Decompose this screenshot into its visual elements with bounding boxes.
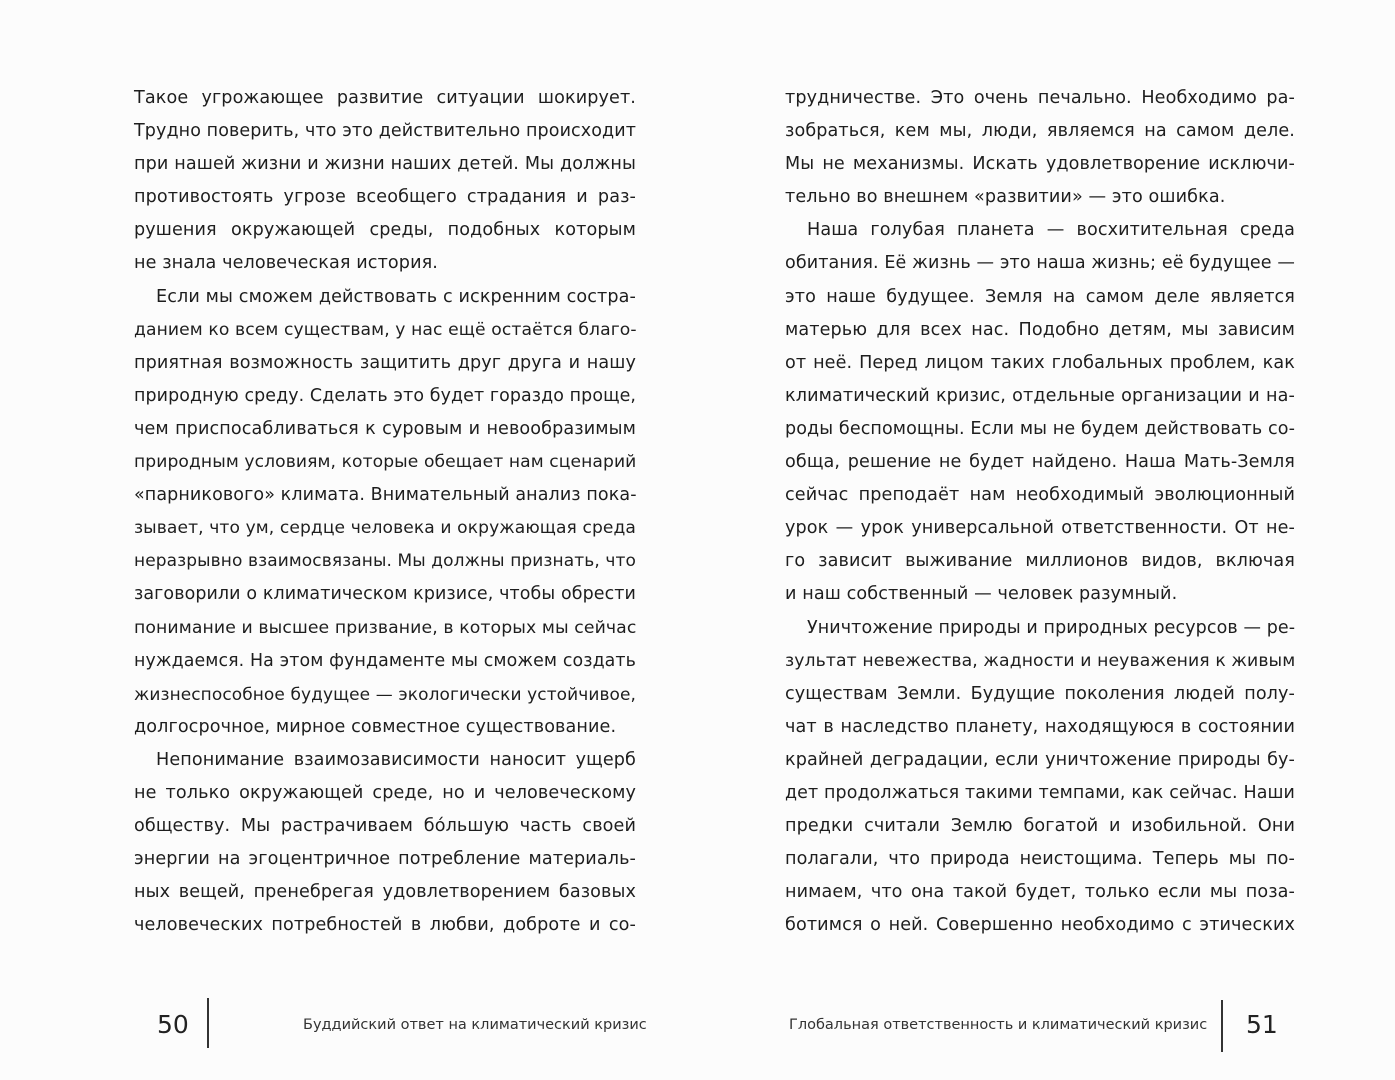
text-line: обща, решение не будет найдено. Наша Мать-Земля <box>785 452 1295 473</box>
text-line: при нашей жизни и жизни наших детей. Мы должны <box>134 154 636 175</box>
text-line: человеческих потребностей в любви, доброте и со- <box>134 915 636 936</box>
text-line: это наше будущее. Земля на самом деле является <box>785 286 1295 307</box>
text-line: чат в наследство планету, находящуюся в состоянии <box>785 716 1295 737</box>
text-line: неразрывно взаимосвязаны. Мы должны признать, что <box>134 551 636 572</box>
text-line: Наша голубая планета — восхитительная среда <box>807 220 1295 241</box>
right-body-text <box>785 82 1295 942</box>
running-head: Буддийский ответ на климатический кризис <box>303 1017 647 1033</box>
text-line: ных вещей, пренебрегая удовлетворением базовых <box>134 882 636 903</box>
text-line: предки считали Землю богатой и изобильной. Они <box>785 816 1295 837</box>
text-line: зывает, что ум, сердце человека и окружающая среда <box>134 518 636 539</box>
text-line: энергии на эгоцентричное потребление материаль- <box>134 849 636 870</box>
text-line: климатический кризис, отдельные организации и на- <box>785 385 1295 406</box>
text-line: Уничтожение природы и природных ресурсов — ре- <box>807 617 1296 638</box>
text-line: обитания. Её жизнь — это наша жизнь; её будущее — <box>785 253 1295 274</box>
footer-divider <box>207 998 209 1048</box>
left-page <box>0 0 697 1080</box>
text-line: чем приспосабливаться к суровым и невообразимым <box>134 418 636 439</box>
text-line: рушения окружающей среды, подобных которым <box>134 220 636 241</box>
text-line: сейчас преподаёт нам необходимый эволюционный <box>785 485 1295 506</box>
text-line: полагали, что природа неистощима. Теперь мы по- <box>785 849 1295 870</box>
page-number: 50 <box>157 1010 189 1039</box>
text-line: тельно во внешнем «развитии» — это ошибка. <box>785 187 1226 208</box>
text-line: зультат невежества, жадности и неуважения к живым <box>785 650 1296 671</box>
text-line: приятная возможность защитить друг друга и нашу <box>134 352 636 373</box>
footer-divider <box>1221 1000 1223 1052</box>
text-line: ботимся о ней. Совершенно необходимо с этических <box>785 915 1295 936</box>
text-line: заговорили о климатическом кризисе, чтобы обрести <box>134 584 636 605</box>
text-line: Такое угрожающее развитие ситуации шокирует. <box>134 88 636 108</box>
text-line: противостоять угрозе всеобщего страдания и раз- <box>134 187 636 208</box>
text-line: природную среду. Сделать это будет гораздо проще, <box>134 385 637 406</box>
text-line: трудничестве. Это очень печально. Необходимо ра- <box>785 88 1295 108</box>
text-line: данием ко всем существам, у нас ещё остаётся благо- <box>134 319 637 340</box>
text-line: от неё. Перед лицом таких глобальных проблем, как <box>785 352 1295 373</box>
text-line: понимание и высшее призвание, в которых мы сейчас <box>134 617 637 638</box>
text-line: урок — урок универсальной ответственности. От не- <box>785 518 1295 539</box>
text-line: не только окружающей среде, но и человеческому <box>134 782 636 803</box>
text-line: жизнеспособное будущее — экологически устойчивое, <box>134 683 636 704</box>
text-line: дет продолжаться такими темпами, как сейчас. Наши <box>785 782 1295 803</box>
text-line: природным условиям, которые обещает нам сценарий <box>134 452 637 473</box>
text-line: долгосрочное, мирное совместное существование. <box>134 716 617 737</box>
page-number: 51 <box>1246 1010 1278 1039</box>
text-line: матерью для всех нас. Подобно детям, мы зависим <box>785 319 1295 340</box>
text-line: зобраться, кем мы, люди, являемся на самом деле. <box>785 121 1295 142</box>
running-head: Глобальная ответственность и климатический кризис <box>789 1017 1208 1033</box>
text-line: и наш собственный — человек разумный. <box>785 584 1178 605</box>
text-line: роды беспомощны. Если мы не будем действовать со- <box>785 418 1295 439</box>
text-line: существам Земли. Будущие поколения людей полу- <box>785 683 1295 704</box>
text-line: нимаем, что она такой будет, только если мы поза- <box>785 882 1295 903</box>
text-line: Непонимание взаимозависимости наносит ущерб <box>156 749 636 770</box>
text-line: Трудно поверить, что это действительно происходит <box>134 121 636 142</box>
text-line: крайней деградации, если уничтожение природы бу- <box>785 749 1295 770</box>
text-line: «парникового» климата. Внимательный анализ пока- <box>134 485 637 506</box>
text-line: обществу. Мы растрачиваем бóльшую часть своей <box>134 816 636 837</box>
text-line: Мы не механизмы. Искать удовлетворение исключи- <box>785 154 1295 175</box>
text-line: го зависит выживание миллионов видов, включая <box>785 551 1295 572</box>
text-line: Если мы сможем действовать с искренним состра- <box>156 286 636 307</box>
text-line: нуждаемся. На этом фундаменте мы сможем создать <box>134 650 636 671</box>
text-line: не знала человеческая история. <box>134 253 438 274</box>
left-body-text <box>134 82 636 942</box>
right-page <box>697 0 1395 1080</box>
